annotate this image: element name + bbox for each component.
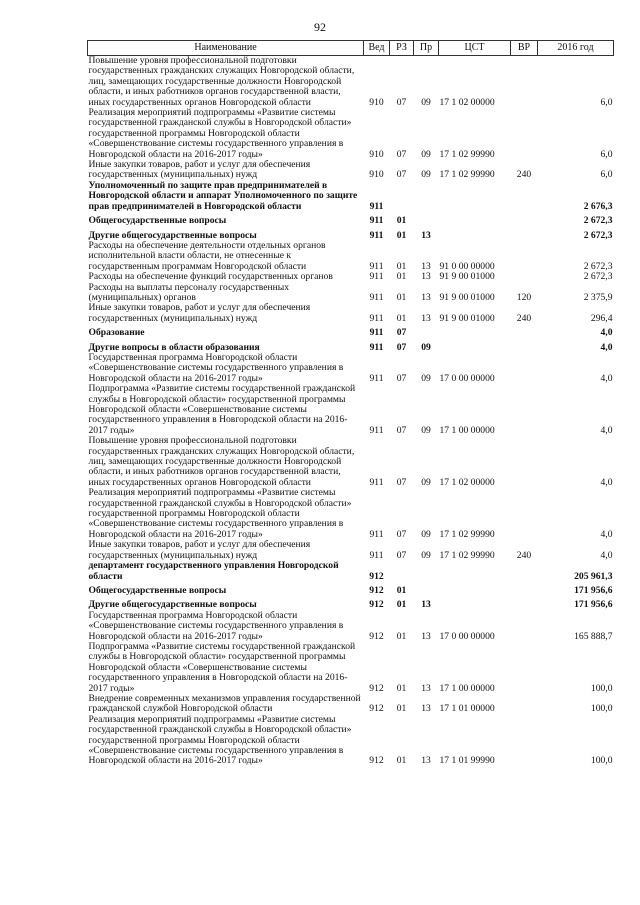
table-row: [88, 694, 614, 715]
row-rz: 07: [396, 96, 407, 108]
row-name: Расходы на обеспечение деятельности отдельных органов исполнительной власти области, не отнесенные к государственным программам Новгородской области: [88, 239, 326, 272]
row-cst: 91 0 00 00000: [439, 260, 495, 272]
row-name: Образование: [88, 327, 145, 339]
row-ved: 910: [369, 169, 384, 181]
row-cst: 17 0 00 00000: [439, 372, 495, 384]
row-amount: 2 672,3: [583, 260, 613, 272]
row-amount: 2 672,3: [583, 271, 613, 283]
table-row: [88, 611, 614, 642]
row-pr: 13: [421, 260, 431, 272]
row-rz: 07: [396, 372, 407, 384]
row-name: Расходы на обеспечение функций государственных органов: [88, 271, 333, 283]
row-rz: 07: [396, 169, 407, 181]
table-row: [88, 108, 614, 160]
table-row: [88, 436, 614, 488]
row-vr: [511, 488, 538, 540]
row-ved: 911: [369, 271, 384, 283]
table-row: [88, 303, 614, 324]
row-amount: 4,0: [600, 476, 613, 488]
row-name: Государственная программа Новгородской области «Совершенствование системы государственного управления в Новгородской области на 2016-2017 годы»: [88, 609, 344, 642]
row-name: Другие общегосударственные вопросы: [88, 599, 257, 611]
row-ved: 911: [369, 549, 384, 561]
row-cst: 17 1 02 99990: [439, 169, 495, 181]
row-ved: 911: [369, 341, 384, 353]
row-cst: 17 1 02 99990: [439, 148, 495, 160]
row-name: Иные закупки товаров, работ и услуг для обеспечения государственных (муниципальных) нужд: [88, 539, 311, 561]
table-row: [88, 339, 614, 353]
row-vr: [511, 108, 538, 160]
row-amount: 6,0: [600, 96, 613, 108]
table-row: [88, 283, 614, 304]
row-vr: [511, 582, 538, 596]
row-cst: [439, 582, 511, 596]
row-ved: 912: [369, 682, 384, 694]
table-row: [88, 488, 614, 540]
header-cst: ЦСТ: [439, 41, 511, 56]
row-amount: 4,0: [600, 341, 613, 353]
row-ved: 911: [369, 424, 384, 436]
page-number: 92: [314, 20, 326, 34]
row-vr: [511, 56, 538, 109]
row-amount: 6,0: [600, 169, 613, 181]
row-vr: 120: [516, 291, 532, 303]
table-body: [88, 56, 614, 767]
row-pr: 09: [421, 476, 431, 488]
table-row: [88, 324, 614, 338]
row-vr: [511, 436, 538, 488]
row-cst: 17 1 02 00000: [439, 476, 495, 488]
header-ved: Вед: [364, 41, 390, 56]
row-pr: 09: [421, 549, 431, 561]
row-rz: 07: [396, 341, 407, 353]
row-vr: [511, 227, 538, 241]
row-cst: [439, 227, 511, 241]
table-header: [88, 41, 614, 56]
row-cst: [439, 212, 511, 226]
row-rz: [390, 181, 414, 212]
table-row: [88, 181, 614, 212]
row-ved: 911: [369, 312, 384, 324]
row-rz: 01: [396, 260, 407, 272]
header-pr: Пр: [414, 41, 439, 56]
row-name: Реализация мероприятий подпрограммы «Развитие системы государственной гражданской службы в Новгородской области» государственной программы Новгородской области «Совершенствование системы государственного управления в Новгородской области на 2016-2017 годы»: [88, 487, 352, 540]
row-amount: 2 672,3: [583, 229, 613, 241]
row-cst: 17 1 02 99990: [439, 549, 495, 561]
row-rz: 07: [396, 549, 407, 561]
table-row: [88, 272, 614, 282]
row-amount: 100,0: [590, 755, 613, 767]
row-vr: [511, 353, 538, 384]
row-cst: 17 1 02 99990: [439, 528, 495, 540]
budget-table: [87, 40, 614, 767]
row-rz: 07: [396, 327, 407, 339]
table-row: [88, 582, 614, 596]
row-rz: 01: [396, 229, 407, 241]
row-name: Государственная программа Новгородской области «Совершенствование системы государственного управления в Новгородской области на 2016-2017 годы»: [88, 351, 344, 384]
row-name: Расходы на выплаты персоналу государственных (муниципальных) органов: [88, 281, 290, 303]
row-ved: 911: [369, 215, 384, 227]
row-pr: 09: [421, 148, 431, 160]
row-amount: 4,0: [600, 549, 613, 561]
row-amount: 2 676,3: [583, 200, 613, 212]
row-cst: 17 1 00 00000: [439, 424, 495, 436]
row-vr: [511, 561, 538, 582]
table-row: [88, 642, 614, 694]
row-vr: 240: [516, 312, 532, 324]
row-vr: [511, 212, 538, 226]
row-vr: [511, 694, 538, 715]
row-rz: 01: [396, 584, 407, 596]
row-rz: 07: [396, 424, 407, 436]
table-row: [88, 384, 614, 436]
row-name: Общегосударственные вопросы: [88, 584, 227, 596]
row-pr: 13: [421, 703, 431, 715]
header-rz: РЗ: [390, 41, 414, 56]
row-pr: 09: [421, 424, 431, 436]
row-rz: 01: [396, 215, 407, 227]
header-year: 2016 год: [538, 41, 614, 56]
row-vr: [511, 384, 538, 436]
row-amount: 205 961,3: [574, 570, 613, 582]
row-amount: 2 375,9: [583, 291, 613, 303]
row-amount: 165 888,7: [574, 630, 613, 642]
row-vr: [511, 715, 538, 767]
row-name: Другие общегосударственные вопросы: [88, 229, 257, 241]
table-row: [88, 715, 614, 767]
row-ved: 911: [369, 327, 384, 339]
row-pr: 09: [421, 169, 431, 181]
row-amount: 6,0: [600, 148, 613, 160]
row-ved: 911: [369, 229, 384, 241]
row-amount: 171 956,6: [574, 584, 613, 596]
row-vr: [511, 181, 538, 212]
row-ved: 912: [369, 584, 384, 596]
table-row: [88, 353, 614, 384]
row-amount: 171 956,6: [574, 599, 613, 611]
row-amount: 4,0: [600, 424, 613, 436]
row-amount: 100,0: [590, 682, 613, 694]
row-vr: [511, 596, 538, 610]
row-rz: 01: [396, 703, 407, 715]
row-name: Подпрограмма «Развитие системы государственной гражданской службы в Новгородской области» государственной программы Новгородской области «Совершенствование системы государственного управления в Новгородской области на 2016-2017 годы»: [88, 640, 356, 694]
row-name: Общегосударственные вопросы: [88, 215, 227, 227]
row-pr: 09: [421, 341, 431, 353]
row-ved: 911: [369, 200, 384, 212]
row-name: Другие вопросы в области образования: [88, 341, 260, 353]
row-cst: [439, 561, 511, 582]
row-ved: 911: [369, 372, 384, 384]
row-ved: 910: [369, 96, 384, 108]
row-cst: [439, 324, 511, 338]
row-ved: 911: [369, 476, 384, 488]
row-pr: [414, 212, 439, 226]
row-name: Иные закупки товаров, работ и услуг для обеспечения государственных (муниципальных) нужд: [88, 159, 311, 181]
row-pr: [414, 324, 439, 338]
row-pr: 09: [421, 96, 431, 108]
row-amount: 2 672,3: [583, 215, 613, 227]
row-rz: 07: [396, 476, 407, 488]
row-ved: 912: [369, 630, 384, 642]
row-cst: 17 0 00 00000: [439, 630, 495, 642]
row-pr: 13: [421, 312, 431, 324]
row-cst: [439, 596, 511, 610]
row-pr: 09: [421, 528, 431, 540]
row-rz: 01: [396, 682, 407, 694]
row-name: Подпрограмма «Развитие системы государственной гражданской службы в Новгородской области» государственной программы Новгородской области «Совершенствование системы государственного управления в Новгородской области на 2016-2017 годы»: [88, 383, 356, 436]
row-pr: [414, 181, 439, 212]
row-cst: [439, 181, 511, 212]
row-name: Повышение уровня профессиональной подготовки государственных гражданских служащих Новгородской области, лиц, замещающих государственные должности Новгородской области, и иных работников органов государственной власти, иных государственных органов Новгородской области: [88, 435, 355, 488]
row-cst: [439, 339, 511, 353]
row-amount: 100,0: [590, 703, 613, 715]
row-pr: 13: [421, 291, 431, 303]
row-pr: [414, 561, 439, 582]
row-ved: 911: [369, 528, 384, 540]
row-ved: 912: [369, 570, 384, 582]
row-name: Реализация мероприятий подпрограммы «Развитие системы государственной гражданской службы в Новгородской области» государственной программы Новгородской области «Совершенствование системы государственного управления в Новгородской области на 2016-2017 годы»: [88, 107, 352, 160]
row-ved: 912: [369, 755, 384, 767]
table-row: [88, 56, 614, 109]
row-rz: 01: [396, 630, 407, 642]
row-pr: 13: [421, 271, 431, 283]
row-ved: 911: [369, 291, 384, 303]
row-name: Внедрение современных механизмов управления государственной гражданской службой Новгородской области: [88, 692, 361, 715]
row-pr: 09: [421, 372, 431, 384]
row-name: Уполномоченный по защите прав предпринимателей в Новгородской области и аппарат Уполномоченного по защите прав предпринимателей в Новгородской области: [88, 179, 358, 212]
row-rz: 07: [396, 528, 407, 540]
row-rz: 01: [396, 755, 407, 767]
row-pr: 13: [421, 229, 431, 241]
table-row: [88, 212, 614, 226]
row-name: Реализация мероприятий подпрограммы «Развитие системы государственной гражданской службы в Новгородской области» государственной программы Новгородской области «Совершенствование системы государственного управления в Новгородской области на 2016-2017 годы»: [88, 713, 352, 767]
row-amount: 4,0: [600, 327, 613, 339]
table-row: [88, 596, 614, 610]
row-pr: 13: [421, 599, 431, 611]
row-name: Иные закупки товаров, работ и услуг для обеспечения государственных (муниципальных) нужд: [88, 302, 311, 324]
header-name: Наименование: [88, 41, 364, 56]
row-ved: 912: [369, 703, 384, 715]
row-pr: 13: [421, 630, 431, 642]
row-vr: [511, 241, 538, 272]
row-pr: [414, 582, 439, 596]
row-cst: 17 1 00 00000: [439, 682, 495, 694]
row-vr: [511, 611, 538, 642]
row-vr: 240: [516, 549, 532, 561]
row-cst: 17 1 01 00000: [439, 703, 495, 715]
header-vr: ВР: [511, 41, 538, 56]
row-vr: 240: [516, 169, 532, 181]
row-ved: 910: [369, 148, 384, 160]
row-name: Повышение уровня профессиональной подготовки государственных гражданских служащих Новгородской области, лиц, замещающих государственные должности Новгородской области, и иных работников органов государственной власти, иных государственных органов Новгородской области: [88, 55, 355, 108]
row-cst: 17 1 01 99990: [439, 755, 495, 767]
table-row: [88, 160, 614, 181]
row-vr: [511, 339, 538, 353]
row-name: департамент государственного управления Новгородской области: [88, 560, 339, 582]
table-row: [88, 241, 614, 272]
row-vr: [511, 272, 538, 282]
row-pr: 13: [421, 755, 431, 767]
row-cst: 91 9 00 01000: [439, 291, 495, 303]
row-cst: 91 9 00 01000: [439, 312, 495, 324]
row-amount: 296,4: [590, 312, 613, 324]
table-row: [88, 227, 614, 241]
row-pr: 13: [421, 682, 431, 694]
row-ved: 911: [369, 260, 384, 272]
row-amount: 4,0: [600, 528, 613, 540]
row-vr: [511, 324, 538, 338]
row-rz: 01: [396, 271, 407, 283]
row-ved: 912: [369, 599, 384, 611]
row-cst: 17 1 02 00000: [439, 96, 495, 108]
row-vr: [511, 642, 538, 694]
row-rz: 07: [396, 148, 407, 160]
table-row: [88, 540, 614, 561]
table-row: [88, 561, 614, 582]
row-cst: 91 9 00 01000: [439, 271, 495, 283]
row-rz: 01: [396, 599, 407, 611]
row-rz: 01: [396, 312, 407, 324]
row-amount: 4,0: [600, 372, 613, 384]
row-rz: [390, 561, 414, 582]
row-rz: 01: [396, 291, 407, 303]
